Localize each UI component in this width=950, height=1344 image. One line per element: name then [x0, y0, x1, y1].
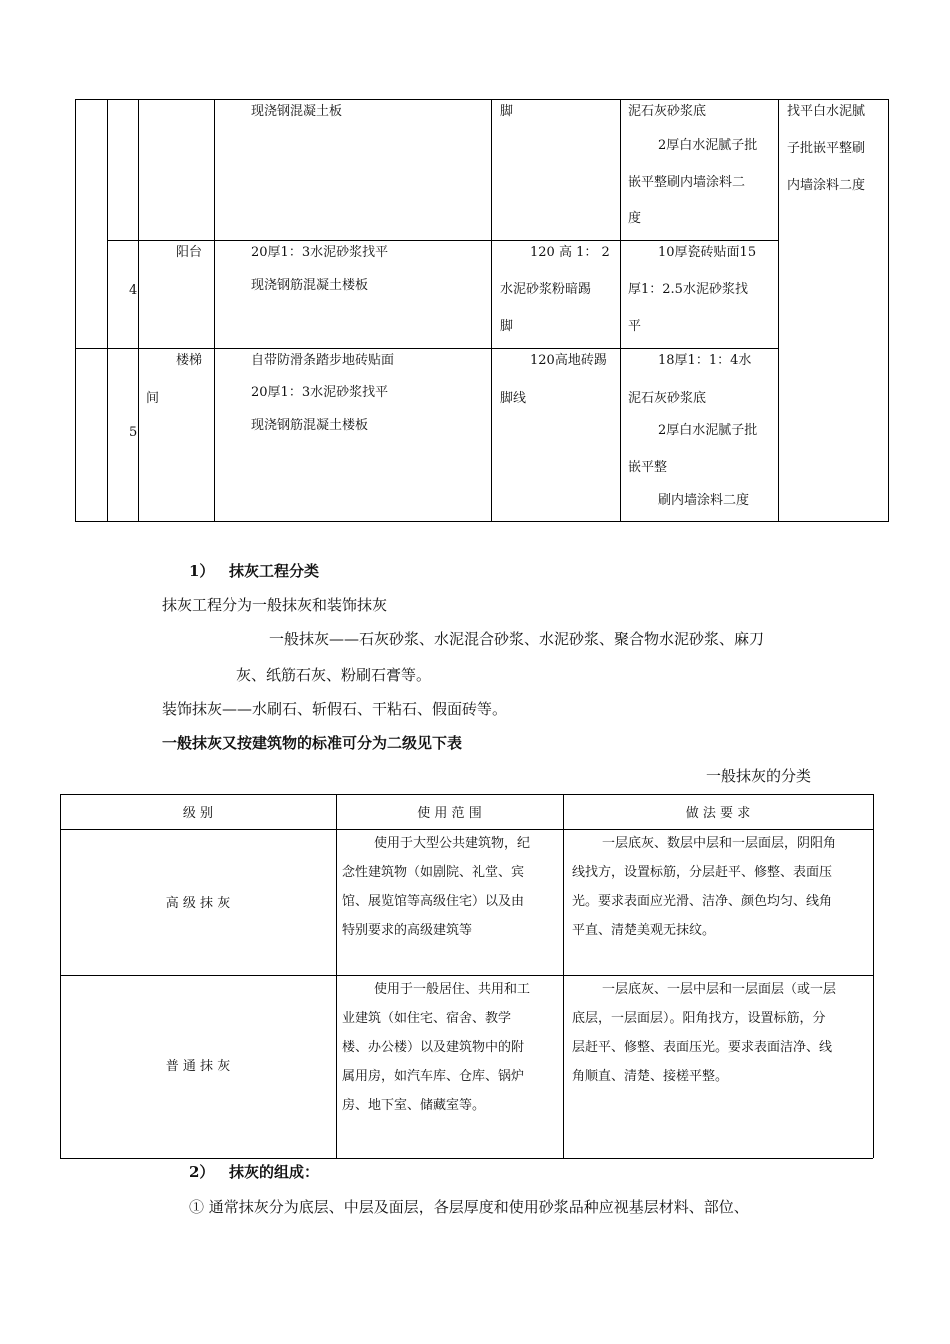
row4-skirting-line-1: 120 高 1： 2: [530, 245, 610, 260]
section2-line-1: ① 通常抹灰分为底层、中层及面层，各层厚度和使用砂浆品种应视基层材料、部位、: [189, 1198, 749, 1216]
row4-wall-line-1: 10厚瓷砖贴面15: [658, 245, 757, 260]
row5-number: 5: [129, 425, 138, 440]
row2-level: 普 通 抹 灰: [165, 1059, 231, 1074]
row5-wall-line-3: 2厚白水泥腻子批: [658, 423, 758, 438]
row5-name-line-2: 间: [146, 391, 160, 406]
row5-floor-line-1: 自带防滑条踏步地砖贴面: [251, 353, 395, 368]
row2-scope-line-4: 属用房，如汽车库、仓库、锅炉: [342, 1069, 525, 1084]
header-scope: 使 用 范 围: [417, 806, 482, 821]
row1-requirements: [572, 829, 836, 945]
row1-level: 高 级 抹 灰: [165, 896, 231, 911]
cont-wall-line-2: 2厚白水泥腻子批: [658, 138, 758, 153]
row1-scope-line-2: 念性建筑物（如剧院、礼堂、宾: [342, 865, 525, 880]
row2-scope-line-3: 楼、办公楼）以及建筑物中的附: [342, 1040, 525, 1055]
section1-heading: 抹灰工程分类: [229, 562, 320, 580]
row1-scope: [342, 829, 530, 945]
general-plaster-line-2: 灰、纸筋石灰、粉刷石膏等。: [236, 666, 432, 684]
header-level: 级 别: [182, 806, 214, 821]
cont-skirting-text: 脚: [500, 104, 514, 119]
row4-floor-line-2: 现浇钢筋混凝土楼板: [251, 278, 369, 293]
row1-scope-line-4: 特别要求的高级建筑等: [342, 923, 473, 938]
row1-req-line-2: 线找方，设置标筋，分层赶平、修整、表面压: [572, 865, 833, 880]
row1-req-line-1: 一层底灰、数层中层和一层面层，阴阳角: [602, 836, 837, 851]
row5-wall-line-2: 泥石灰砂浆底: [628, 391, 707, 406]
cont-wall-line-4: 度: [628, 211, 642, 226]
section2-heading: 抹灰的组成：: [229, 1163, 320, 1181]
decorative-plaster-line: 装饰抹灰——水刷石、斩假石、干粘石、假面砖等。: [162, 700, 508, 718]
row5-skirting-line-2: 脚线: [500, 391, 527, 406]
row4-skirting-line-3: 脚: [500, 319, 514, 334]
row2-req-line-2: 底层，一层面层）。阳角找方，设置标筋，分: [572, 1011, 826, 1026]
row2-req-line-4: 角顺直、清楚、接槎平整。: [572, 1069, 729, 1084]
row2-req-line-3: 层赶平、修整、表面压光。要求表面洁净、线: [572, 1040, 833, 1055]
row2-requirements: [572, 975, 836, 1091]
section2-heading-number: 2）: [189, 1163, 215, 1181]
row4-skirting-line-2: 水泥砂浆粉暗踢: [500, 282, 592, 297]
row5-wall-line-4: 嵌平整: [628, 460, 668, 475]
row2-scope-line-2: 业建筑（如住宅、宿舍、教学: [342, 1011, 512, 1026]
row5-floor-line-3: 现浇钢筋混凝土楼板: [251, 418, 369, 433]
classification-note: 一般抹灰又按建筑物的标准可分为二级见下表: [162, 734, 463, 752]
row2-scope-line-1: 使用于一般居住、共用和工: [374, 982, 531, 997]
row4-wall-line-2: 厚1：2.5水泥砂浆找: [628, 282, 748, 297]
row2-scope: [342, 975, 530, 1120]
row5-wall-line-1: 18厚1：1：4水: [658, 353, 752, 368]
row5-name-line-1: 楼梯: [176, 353, 203, 368]
cont-wall-line-3: 嵌平整刷内墙涂料二: [628, 175, 746, 190]
row2-req-line-1: 一层底灰、一层中层和一层面层（或一层: [602, 982, 837, 997]
ceiling-line-2: 子批嵌平整刷: [787, 141, 866, 156]
ceiling-line-3: 内墙涂料二度: [787, 178, 866, 193]
row4-floor-line-1: 20厚1：3水泥砂浆找平: [251, 245, 389, 260]
row1-scope-line-3: 馆、展览馆等高级住宅）以及由: [342, 894, 525, 909]
row5-skirting-line-1: 120高地砖踢: [530, 353, 607, 368]
row2-scope-line-5: 房、地下室、储藏室等。: [342, 1098, 486, 1113]
cont-wall-line-1: 泥石灰砂浆底: [628, 104, 707, 119]
row5-floor-line-2: 20厚1：3水泥砂浆找平: [251, 385, 389, 400]
row4-wall-line-3: 平: [628, 319, 642, 334]
section1-heading-number: 1）: [189, 562, 215, 580]
section1-intro: 抹灰工程分为一般抹灰和装饰抹灰: [162, 596, 388, 614]
row5-wall-line-5: 刷内墙涂料二度: [658, 493, 750, 508]
header-requirements: 做 法 要 求: [685, 806, 751, 821]
row1-req-line-4: 平直、清楚美观无抹纹。: [572, 923, 716, 938]
row4-name: 阳台: [176, 245, 203, 260]
row1-scope-line-1: 使用于大型公共建筑物，纪: [374, 836, 531, 851]
cont-floor-text: 现浇钢混凝土板: [251, 104, 343, 119]
general-plaster-line-1: 一般抹灰——石灰砂浆、水泥混合砂浆、水泥砂浆、聚合物水泥砂浆、麻刀: [269, 630, 765, 648]
ceiling-line-1: 找平白水泥腻: [787, 104, 866, 119]
row4-number: 4: [129, 283, 138, 298]
row1-req-line-3: 光。要求表面应光滑、洁净、颜色均匀、线角: [572, 894, 833, 909]
table-caption: 一般抹灰的分类: [706, 767, 812, 785]
